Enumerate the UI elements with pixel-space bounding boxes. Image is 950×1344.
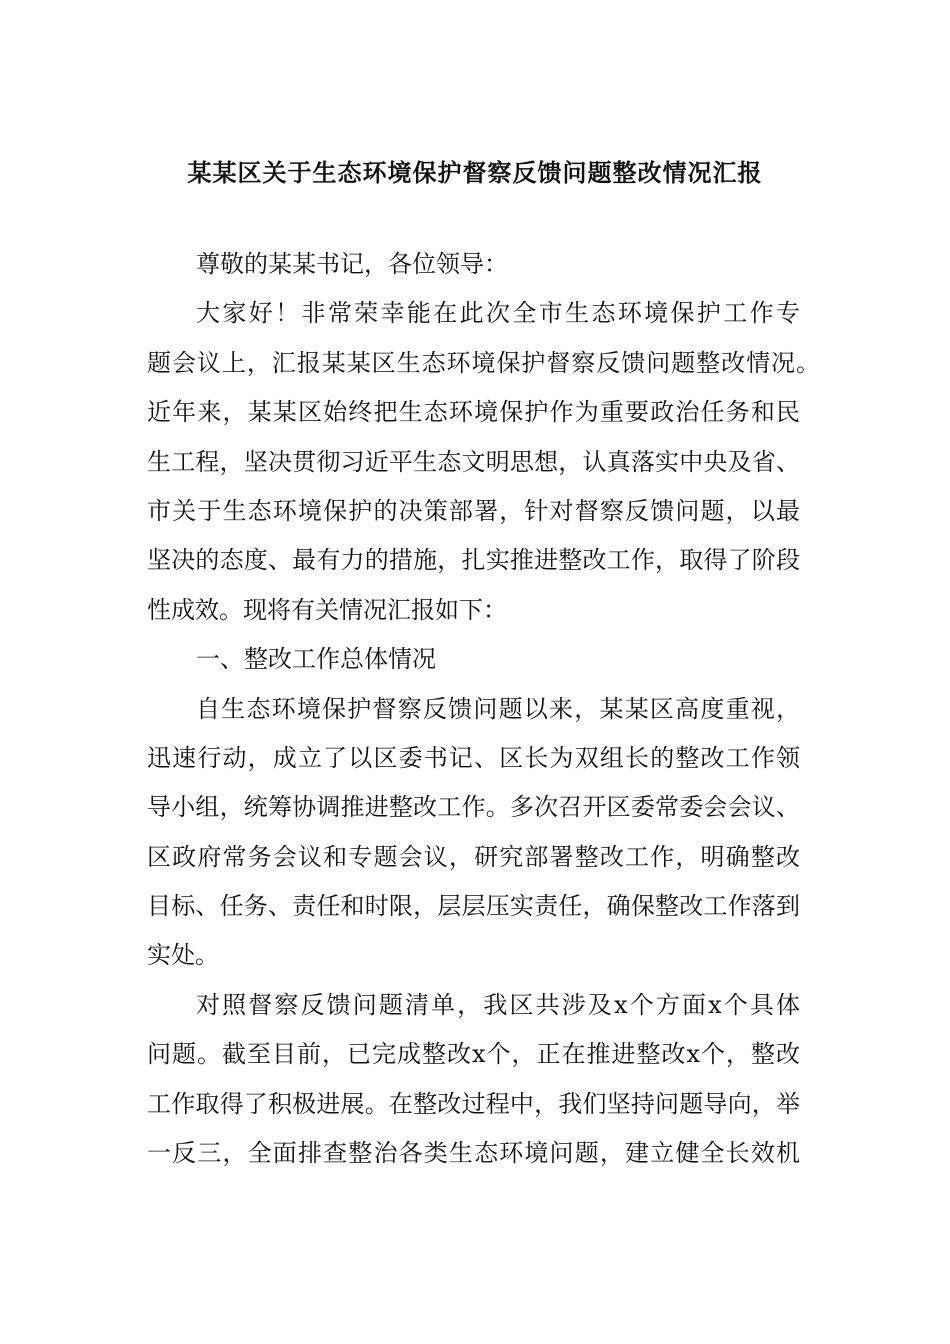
paragraph-line: 近年来，某某区始终把生态环境保护作为重要政治任务和民 [147, 398, 800, 427]
paragraph-line: 性成效。现将有关情况汇报如下： [147, 595, 507, 624]
salutation: 尊敬的某某书记，各位领导： [196, 250, 508, 278]
paragraph-line: 目标、任务、责任和时限，层层压实责任，确保整改工作落到 [147, 892, 800, 921]
paragraph-line: 区政府常务会议和专题会议，研究部署整改工作，明确整改 [147, 842, 800, 871]
paragraph-line: 市关于生态环境保护的决策部署，针对督察反馈问题，以最 [147, 496, 800, 525]
paragraph-line: 生工程，坚决贯彻习近平生态文明思想，认真落实中央及省、 [147, 447, 800, 476]
document-body [147, 247, 820, 1185]
paragraph-line: 题会议上，汇报某某区生态环境保护督察反馈问题整改情况。 [147, 348, 820, 377]
paragraph-line: 实处。 [147, 941, 219, 970]
paragraph-line: 大家好！非常荣幸能在此次全市生态环境保护工作专 [196, 299, 800, 328]
paragraph-line: 问题。截至目前，已完成整改x个，正在推进整改x个，整改 [147, 1040, 800, 1069]
paragraph-line: 一反三，全面排查整治各类生态环境问题，建立健全长效机 [147, 1139, 800, 1168]
paragraph-line: 导小组，统筹协调推进整改工作。多次召开区委常委会会议、 [147, 793, 800, 822]
document-title: 某某区关于生态环境保护督察反馈问题整改情况汇报 [187, 159, 763, 187]
paragraph-line: 工作取得了积极进展。在整改过程中，我们坚持问题导向，举 [147, 1089, 800, 1118]
section-heading: 一、整改工作总体情况 [196, 645, 436, 674]
paragraph-line: 坚决的态度、最有力的措施，扎实推进整改工作，取得了阶段 [147, 546, 800, 575]
paragraph-line: 对照督察反馈问题清单，我区共涉及x个方面x个具体 [196, 990, 800, 1019]
paragraph-line: 迅速行动，成立了以区委书记、区长为双组长的整改工作领 [147, 743, 800, 772]
paragraph-line: 自生态环境保护督察反馈问题以来，某某区高度重视， [196, 694, 800, 723]
